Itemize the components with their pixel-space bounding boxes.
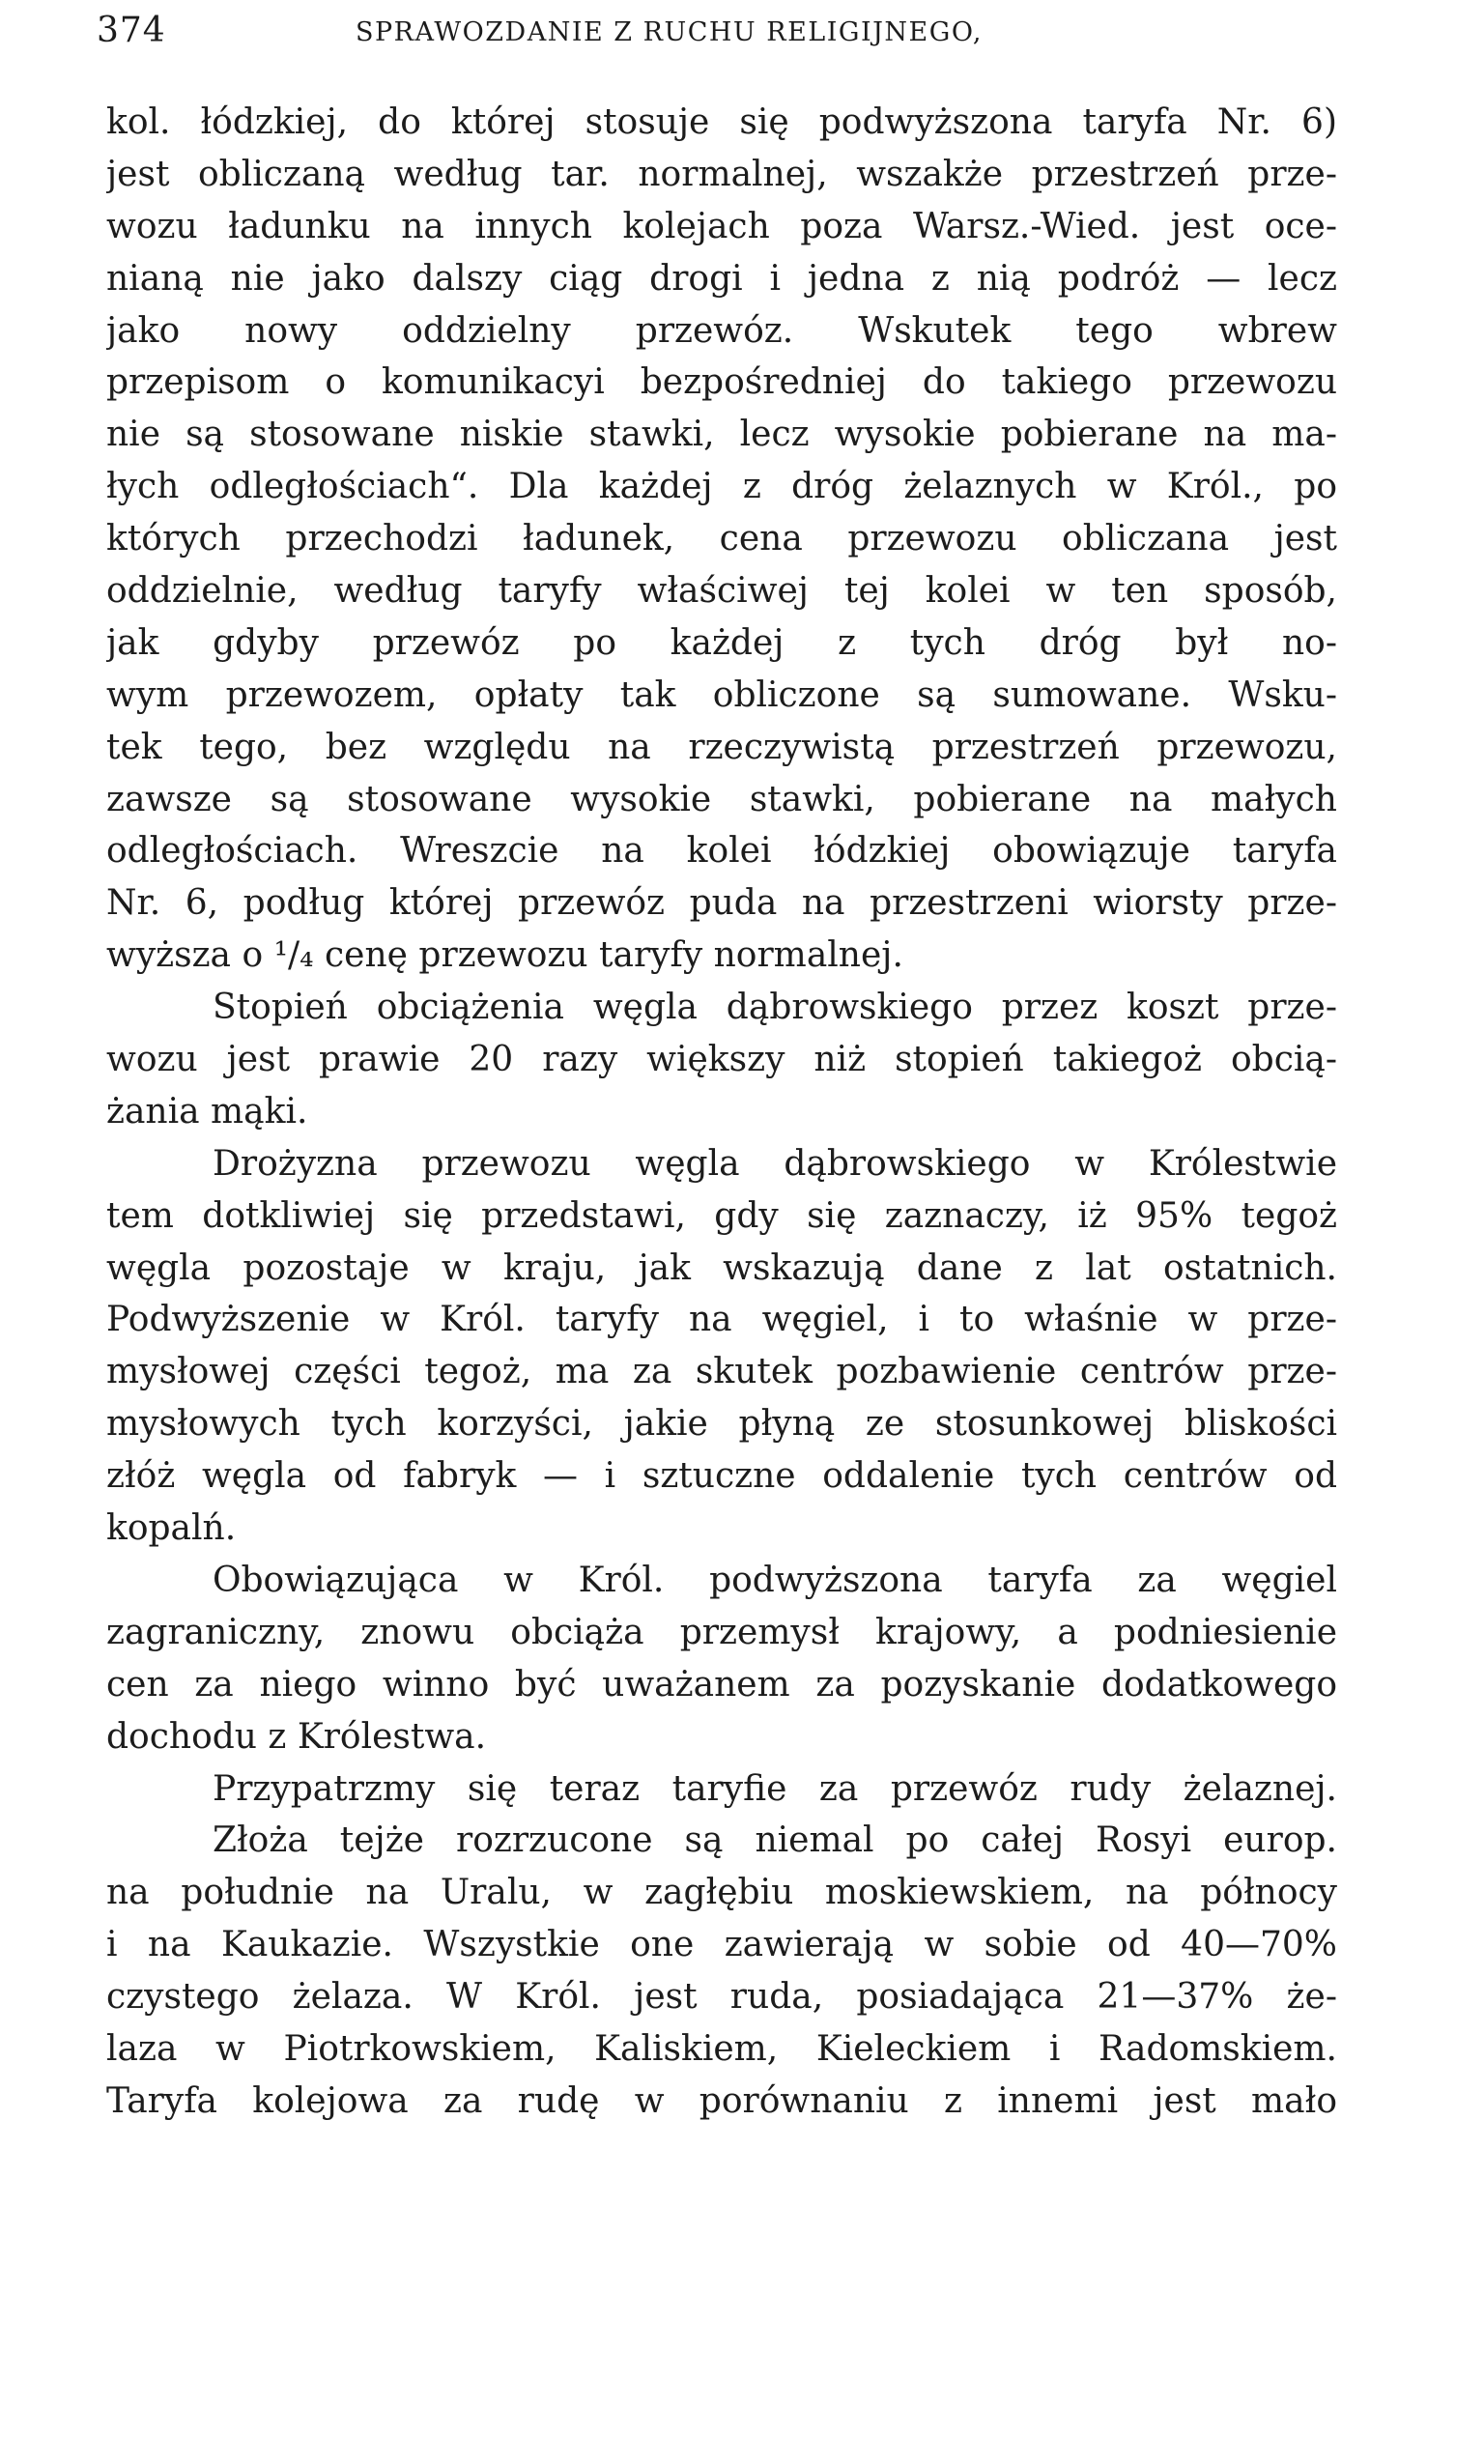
- running-head: SPRAWOZDANIE Z RUCHU RELIGIJNEGO,: [356, 17, 983, 47]
- text-line: kopalń.: [106, 1508, 237, 1549]
- text-line: czystego żelaza. W Król. jest ruda, posiadająca 21—37% że-: [106, 1977, 1337, 2018]
- text-line: wozu ładunku na innych kolejach poza Warsz.-Wied. jest oce-: [106, 206, 1337, 246]
- text-line: wym przewozem, opłaty tak obliczone są sumowane. Wsku-: [106, 674, 1337, 715]
- text-line: jest obliczaną według tar. normalnej, wszakże przestrzeń prze-: [106, 154, 1337, 194]
- text-line: węgla pozostaje w kraju, jak wskazują dane z lat ostatnich.: [106, 1247, 1337, 1288]
- text-line: łych odległościach“. Dla każdej z dróg żelaznych w Król., po: [106, 467, 1337, 507]
- text-line: tem dotkliwiej się przedstawi, gdy się zaznaczy, iż 95% tegoż: [106, 1195, 1337, 1236]
- text-line: wyższa o ¹/₄ cenę przewozu taryfy normalnej.: [106, 935, 903, 976]
- text-line: oddzielnie, według taryfy właściwej tej kolei w ten sposób,: [106, 571, 1337, 612]
- text-line: Drożyzna przewozu węgla dąbrowskiego w Królestwie: [213, 1143, 1337, 1184]
- text-line: mysłowej części tegoż, ma za skutek pozbawienie centrów prze-: [106, 1352, 1337, 1392]
- text-line: cen za niego winno być uważanem za pozyskanie dodatkowego: [106, 1664, 1337, 1705]
- text-line: Złoża tejże rozrzucone są niemal po całej Rosyi europ.: [213, 1820, 1337, 1861]
- text-line: Nr. 6, podług której przewóz puda na przestrzeni wiorsty prze-: [106, 883, 1337, 924]
- text-line: odległościach. Wreszcie na kolei łódzkiej obowiązuje taryfa: [106, 831, 1337, 872]
- text-line: Podwyższenie w Król. taryfy na węgiel, i to właśnie w prze-: [106, 1300, 1337, 1340]
- text-line: Przypatrzmy się teraz taryfie za przewóz rudy żelaznej.: [213, 1768, 1337, 1809]
- text-line: mysłowych tych korzyści, jakie płyną ze stosunkowej bliskości: [106, 1404, 1337, 1445]
- text-line: laza w Piotrkowskiem, Kaliskiem, Kieleckiem i Radomskiem.: [106, 2028, 1337, 2069]
- text-line: na południe na Uralu, w zagłębiu moskiewskiem, na północy: [106, 1873, 1337, 1913]
- text-line: zawsze są stosowane wysokie stawki, pobierane na małych: [106, 779, 1337, 819]
- text-line: jako nowy oddzielny przewóz. Wskutek tego wbrew: [106, 310, 1337, 351]
- text-line: Taryfa kolejowa za rudę w porównaniu z innemi jest mało: [106, 2080, 1337, 2121]
- text-line: nianą nie jako dalszy ciąg drogi i jedna z nią podróż — lecz: [106, 258, 1337, 299]
- text-line: dochodu z Królestwa.: [106, 1716, 487, 1757]
- body-text: [106, 97, 1337, 2128]
- page-number: 374: [97, 11, 166, 50]
- text-line: jak gdyby przewóz po każdej z tych dróg był no-: [106, 622, 1337, 663]
- text-line: nie są stosowane niskie stawki, lecz wysokie pobierane na ma-: [106, 415, 1337, 455]
- text-line: złóż węgla od fabryk — i sztuczne oddalenie tych centrów od: [106, 1456, 1337, 1497]
- text-line: zagraniczny, znowu obciąża przemysł krajowy, a podniesienie: [106, 1612, 1337, 1652]
- text-line: kol. łódzkiej, do której stosuje się podwyższona taryfa Nr. 6): [106, 102, 1337, 142]
- text-line: których przechodzi ładunek, cena przewozu obliczana jest: [106, 519, 1337, 559]
- text-line: żania mąki.: [106, 1091, 308, 1132]
- text-line: przepisom o komunikacyi bezpośredniej do takiego przewozu: [106, 362, 1337, 403]
- page-header: [97, 12, 1353, 50]
- text-line: tek tego, bez względu na rzeczywistą przestrzeń przewozu,: [106, 727, 1337, 767]
- text-line: wozu jest prawie 20 razy większy niż stopień takiegoż obcią-: [106, 1040, 1337, 1080]
- text-line: Stopień obciążenia węgla dąbrowskiego przez koszt prze-: [213, 988, 1337, 1028]
- text-line: Obowiązująca w Król. podwyższona taryfa za węgiel: [213, 1560, 1337, 1600]
- text-line: i na Kaukazie. Wszystkie one zawierają w sobie od 40—70%: [106, 1925, 1337, 1965]
